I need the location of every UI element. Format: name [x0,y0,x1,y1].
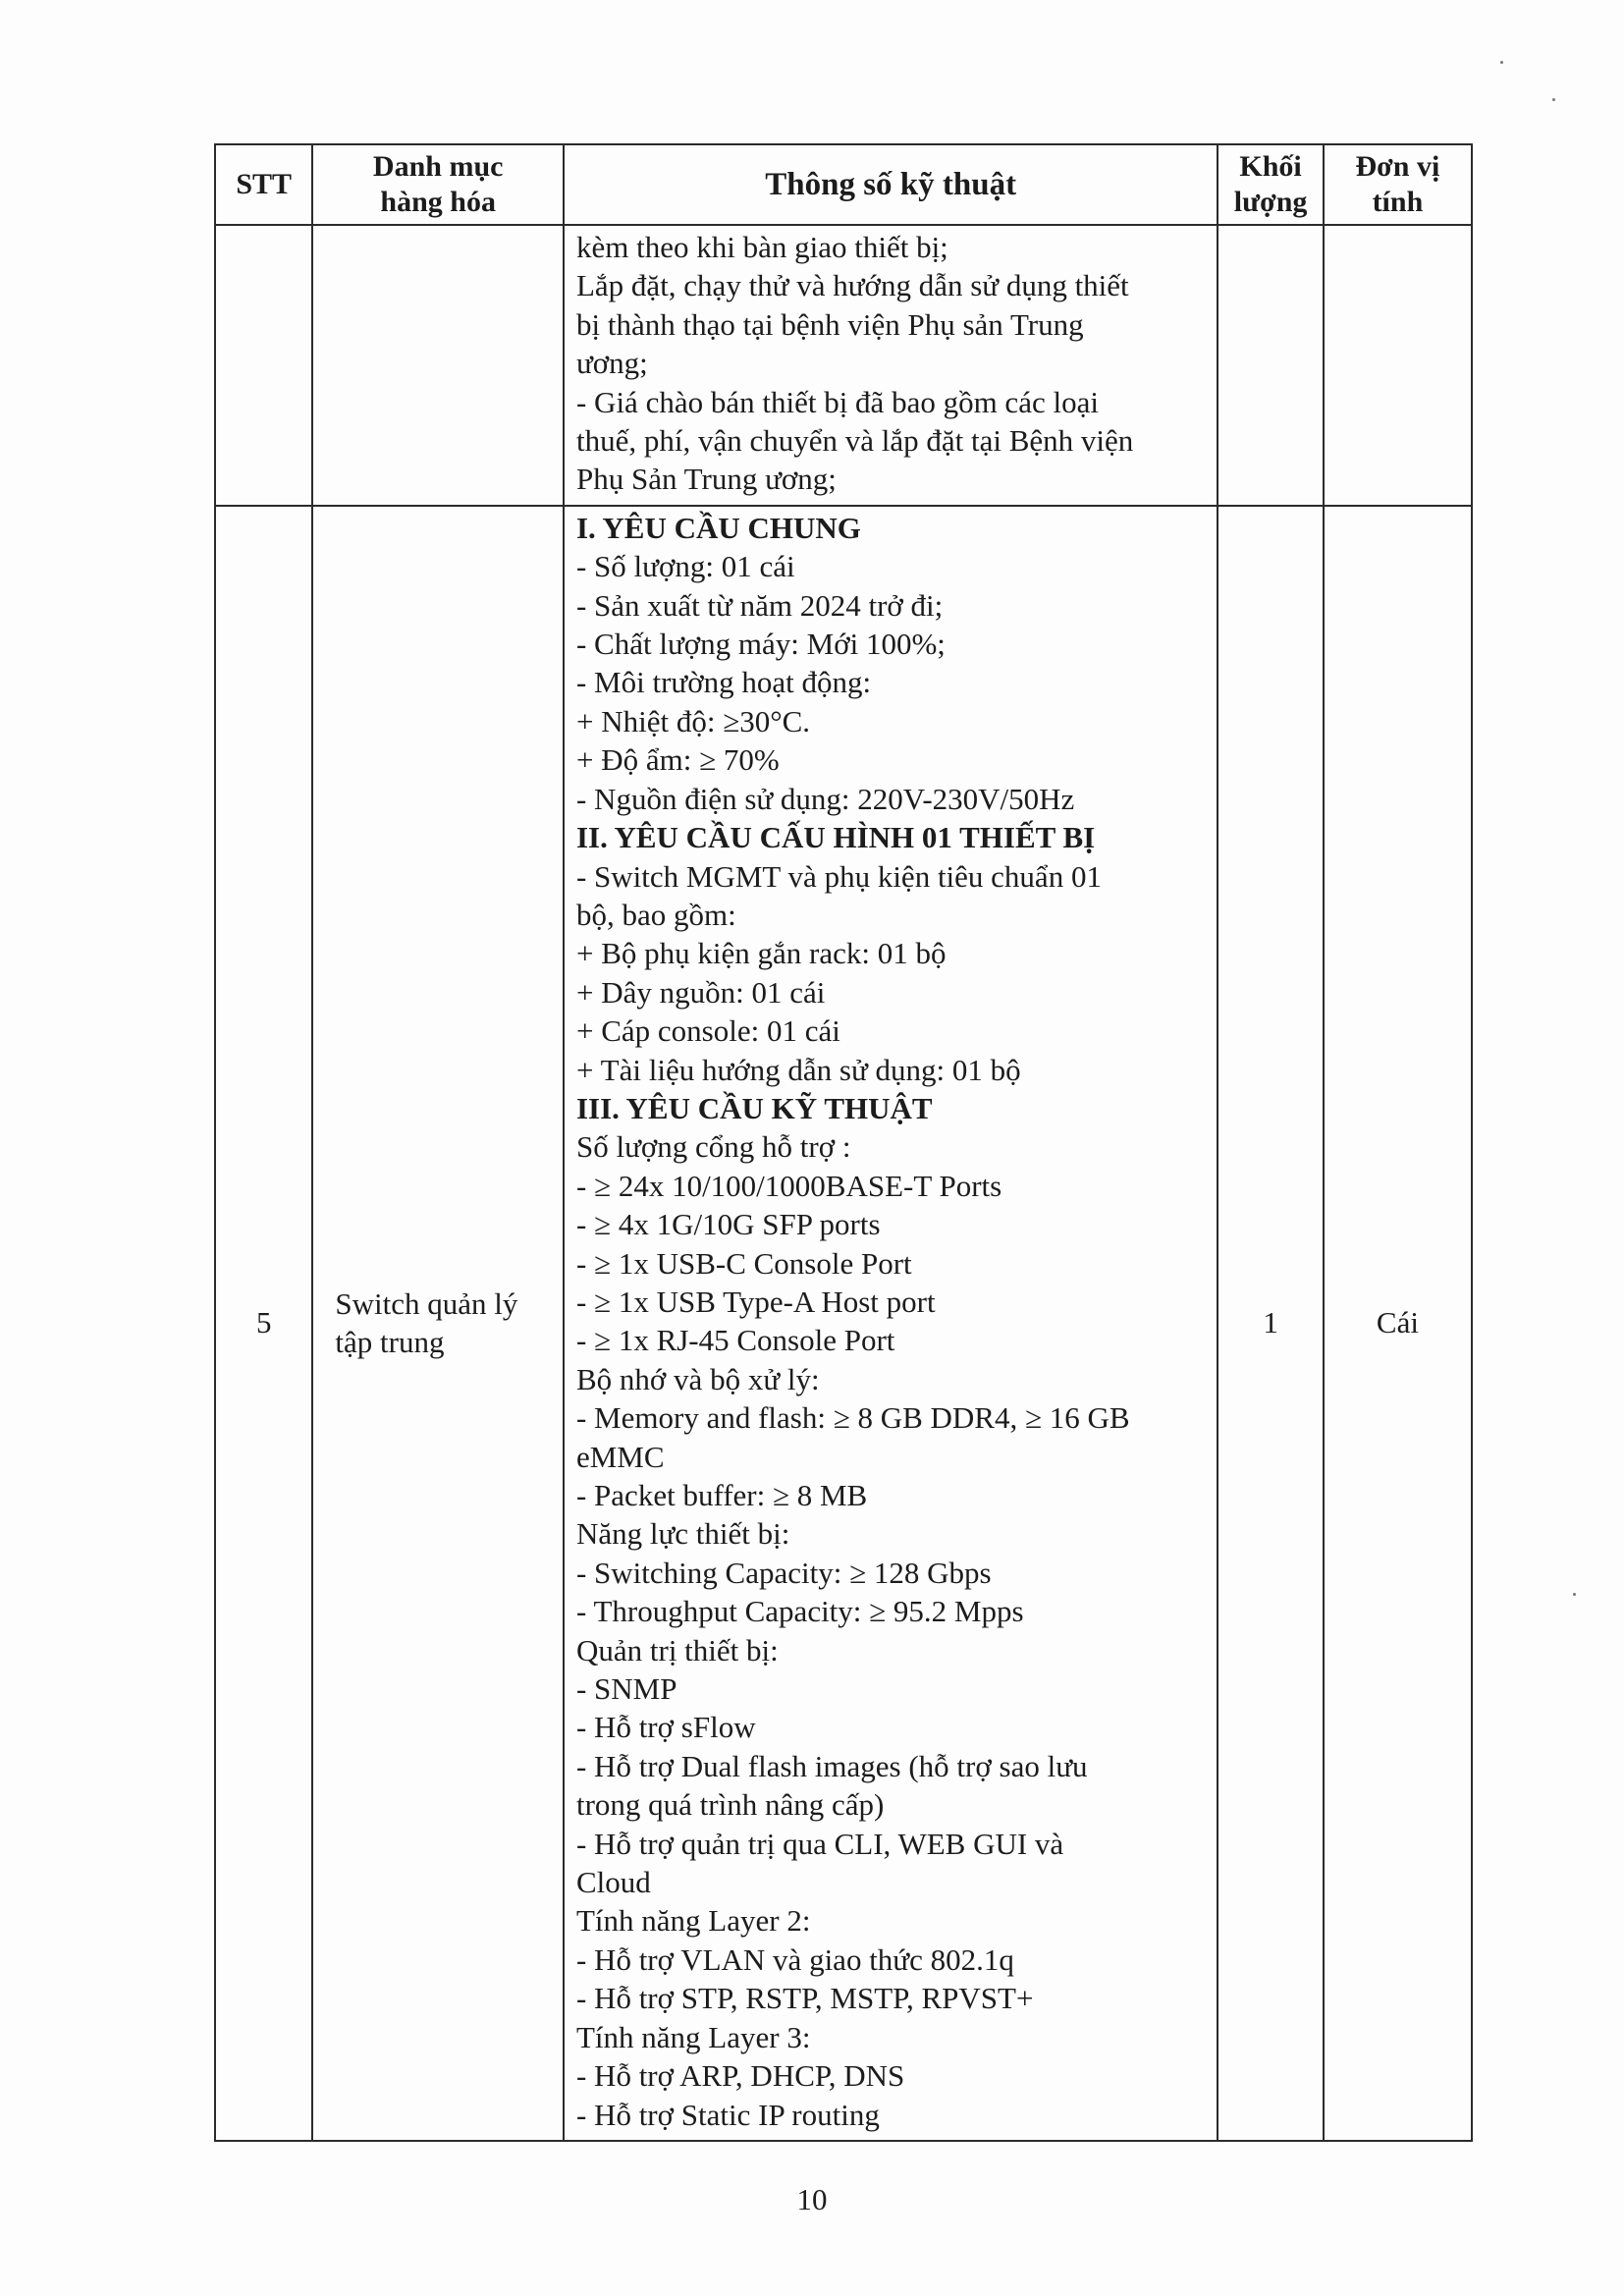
spec-line: bị thành thạo tại bệnh viện Phụ sản Trung [575,306,1084,342]
spec-line: - Hỗ trợ STP, RSTP, MSTP, RPVST+ [575,1981,1034,2016]
scan-speck [1552,98,1555,101]
header-name [312,144,564,225]
spec-line: - Switch MGMT và phụ kiện tiêu chuẩn 01 [575,858,1102,894]
header-qty-line: Khối [1239,150,1302,183]
spec-line: - Nguồn điện sử dụng: 220V-230V/50Hz [575,781,1075,816]
item-spec-cell [564,506,1218,2141]
spec-line: - SNMP [575,1671,677,1707]
spec-line: - Môi trường hoạt động: [575,665,872,700]
spec-section-heading: III. YÊU CẦU KỸ THUẬT [575,1090,933,1125]
spec-line: Phụ Sản Trung ương; [575,462,837,497]
spec-line: - Số lượng: 01 cái [575,549,795,584]
continuation-spec-cell [564,225,1218,506]
spec-line: - Chất lượng máy: Mới 100%; [575,627,946,662]
spec-section-heading: I. YÊU CẦU CHUNG [575,510,861,545]
spec-line: - Switching Capacity: ≥ 128 Gbps [575,1555,992,1590]
item-name-line: tập trung [335,1325,445,1360]
spec-line: + Dây nguồn: 01 cái [575,974,826,1010]
spec-line: bộ, bao gồm: [575,897,736,932]
spec-line: - ≥ 24x 10/100/1000BASE-T Ports [575,1168,1002,1203]
spec-line: - Throughput Capacity: ≥ 95.2 Mpps [575,1594,1024,1629]
spec-line: - Hỗ trợ quản trị qua CLI, WEB GUI và [575,1826,1064,1861]
spec-line: - Hỗ trợ Dual flash images (hỗ trợ sao lưu [575,1748,1088,1783]
spec-line: - Hỗ trợ Static IP routing [575,2097,880,2132]
header-qty [1218,144,1324,225]
spec-line: - ≥ 1x RJ-45 Console Port [575,1323,895,1358]
spec-line: - Hỗ trợ ARP, DHCP, DNS [575,2058,905,2094]
spec-line: Số lượng cổng hỗ trợ : [575,1129,851,1165]
spec-line: ương; [575,346,648,381]
header-unit-line: tính [1372,186,1424,218]
spec-line: + Nhiệt độ: ≥30°C. [575,703,811,738]
header-unit [1324,144,1472,225]
spec-line: eMMC [575,1439,665,1474]
spec-line: - Giá chào bán thiết bị đã bao gồm các loại [575,384,1099,419]
item-name-line: Switch quản lý [335,1286,518,1322]
header-spec: Thông số kỹ thuật [564,144,1218,225]
spec-section-heading: II. YÊU CẦU CẤU HÌNH 01 THIẾT BỊ [575,820,1096,855]
spec-line: - ≥ 1x USB-C Console Port [575,1245,912,1281]
spec-line: Bộ nhớ và bộ xử lý: [575,1361,820,1396]
page-number: 10 [796,2182,828,2216]
scan-speck [1500,61,1503,64]
item-qty: 1 [1218,506,1324,2141]
spec-line: + Độ ẩm: ≥ 70% [575,742,780,778]
header-name-line: hàng hóa [380,186,496,218]
spec-line: kèm theo khi bàn giao thiết bị; [575,230,948,264]
spec-line: - ≥ 1x USB Type-A Host port [575,1284,936,1319]
item-unit: Cái [1324,506,1472,2141]
spec-line: - Memory and flash: ≥ 8 GB DDR4, ≥ 16 GB [575,1400,1130,1436]
continuation-qty-cell [1218,225,1324,506]
spec-line: Quản trị thiết bị: [575,1632,779,1667]
scan-speck [1573,1593,1576,1596]
continuation-name-cell [312,225,564,506]
spec-line: trong quá trình nâng cấp) [575,1787,885,1823]
spec-table [214,143,1473,2142]
header-qty-line: lượng [1233,186,1308,218]
continuation-unit-cell [1324,225,1472,506]
spec-line: Tính năng Layer 2: [575,1903,811,1939]
continuation-stt-cell [215,225,312,506]
spec-line: + Cáp console: 01 cái [575,1013,840,1049]
continuation-row [215,225,1472,506]
spec-line: thuế, phí, vận chuyển và lắp đặt tại Bệnh viện [575,423,1134,459]
header-stt: STT [215,144,312,225]
spec-line: + Bộ phụ kiện gắn rack: 01 bộ [575,936,947,971]
spec-line: Lắp đặt, chạy thử và hướng dẫn sử dụng thiết [575,268,1129,303]
spec-line: Tính năng Layer 3: [575,2019,811,2054]
item-row [215,506,1472,2141]
header-row [215,144,1472,225]
spec-line: - ≥ 4x 1G/10G SFP ports [575,1207,881,1242]
spec-line: Cloud [575,1865,651,1900]
spec-line: - Hỗ trợ sFlow [575,1710,756,1745]
header-name-line: Danh mục [372,150,504,183]
item-name [312,506,564,2141]
spec-line: + Tài liệu hướng dẫn sử dụng: 01 bộ [575,1052,1021,1087]
header-unit-line: Đơn vị [1355,150,1440,183]
spec-line: Năng lực thiết bị: [575,1516,790,1552]
spec-line: - Hỗ trợ VLAN và giao thức 802.1q [575,1941,1014,1977]
spec-line: - Sản xuất từ năm 2024 trở đi; [575,587,944,623]
item-stt: 5 [215,506,312,2141]
spec-line: - Packet buffer: ≥ 8 MB [575,1478,868,1512]
